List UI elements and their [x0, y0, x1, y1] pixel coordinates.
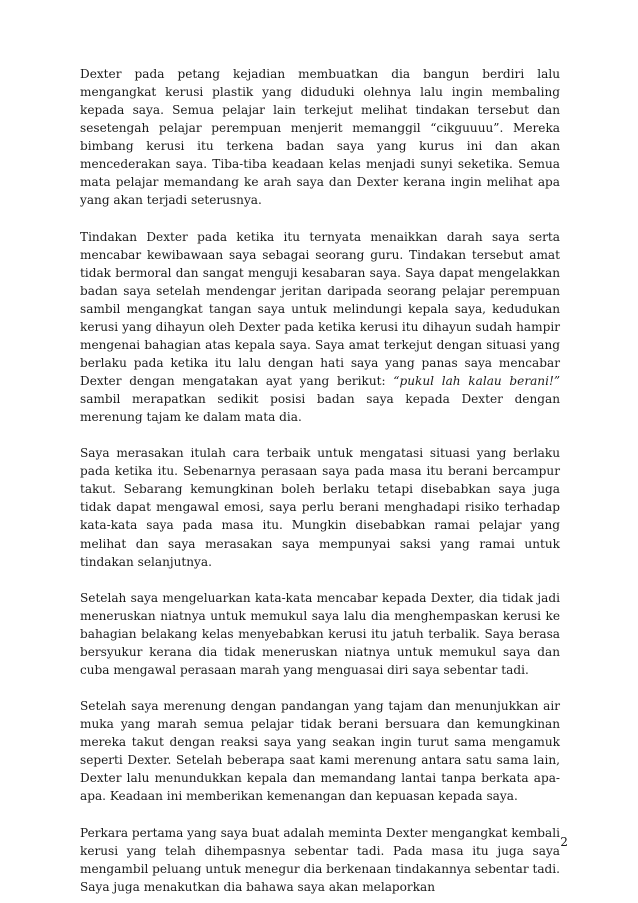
paragraph-2-italic-quote: “pukul lah kalau berani!” — [393, 373, 561, 388]
paragraph-2 — [80, 228, 560, 427]
body-text — [80, 65, 560, 896]
paragraph-4 — [80, 589, 560, 679]
paragraph-3-text: Saya merasakan itulah cara terbaik untuk mengatasi situasi yang berlaku pada ketika itu. Sebenarnya perasaan saya pada masa itu berani bercampur takut. Sebarang kemungkinan boleh berlaku tetapi disebabkan saya juga tidak dapat mengawal emosi, saya perlu berani menghadapi risiko terhadap kata-kata saya pada masa itu. Mungkin disebabkan ramai pelajar yang melihat dan saya merasakan saya mempunyai saksi yang ramai untuk tindakan selanjutnya. — [80, 446, 560, 569]
paragraph-6 — [80, 824, 560, 896]
paragraph-2-text-part-1: Tindakan Dexter pada ketika itu ternyata menaikkan darah saya serta mencabar kewibawaan saya sebagai seorang guru. Tindakan tersebut amat tidak bermoral dan sangat menguji kesabaran saya. Saya dapat mengelakkan badan saya setelah mendengar jeritan daripada seorang pelajar perempuan sambil mengangkat tangan saya untuk melindungi kepala saya, kedudukan kerusi yang dihayun oleh Dexter pada ketika kerusi itu dihayun sudah hampir mengenai bahagian atas kepala saya. Saya amat terkejut dengan situasi yang berlaku pada ketika itu lalu dengan hati saya yang panas saya mencabar Dexter dengan mengatakan ayat yang berikut: — [80, 229, 560, 388]
paragraph-5-text: Setelah saya merenung dengan pandangan yang tajam dan menunjukkan air muka yang marah semua pelajar tidak berani bersuara dan kemungkinan mereka takut dengan reaksi saya yang seakan ingin turut sama mengamuk seperti Dexter. Setelah beberapa saat kami merenung antara satu sama lain, Dexter lalu menundukkan kepala dan memandang lantai tanpa berkata apa-apa. Keadaan ini memberikan kemenangan dan kepuasan kepada saya. — [80, 699, 560, 804]
paragraph-6-text: Perkara pertama yang saya buat adalah meminta Dexter mengangkat kembali kerusi yang telah dihempasnya sebentar tadi. Pada masa itu juga saya mengambil peluang untuk menegur dia berkenaan tindakannya sebentar tadi. Saya juga menakutkan dia bahawa saya akan melaporkan — [80, 825, 560, 894]
paragraph-1-text: Dexter pada petang kejadian membuatkan dia bangun berdiri lalu mengangkat kerusi plastik yang diduduki olehnya lalu ingin membaling kepada saya. Semua pelajar lain terkejut melihat tindakan tersebut dan sesetengah pelajar perempuan menjerit memanggil “cikguuuu”. Mereka bimbang kerusi itu terkena badan saya yang kurus ini dan akan mencederakan saya. Tiba-tiba keadaan kelas menjadi sunyi seketika. Semua mata pelajar memandang ke arah saya dan Dexter kerana ingin melihat apa yang akan terjadi seterusnya. — [80, 67, 560, 208]
page-number: 2 — [560, 835, 568, 849]
paragraph-3 — [80, 444, 560, 570]
paragraph-1 — [80, 65, 560, 209]
paragraph-5 — [80, 697, 560, 805]
paragraph-2-text-part-2: sambil merapatkan sedikit posisi badan saya kepada Dexter dengan merenung tajam ke dalam mata dia. — [80, 391, 560, 425]
paragraph-4-text: Setelah saya mengeluarkan kata-kata mencabar kepada Dexter, dia tidak jadi meneruskan niatnya untuk memukul saya lalu dia menghempaskan kerusi ke bahagian belakang kelas menyebabkan kerusi itu jatuh terbalik. Saya berasa bersyukur kerana dia tidak meneruskan niatnya untuk memukul saya dan cuba mengawal perasaan marah yang menguasai diri saya sebentar tadi. — [80, 590, 560, 677]
